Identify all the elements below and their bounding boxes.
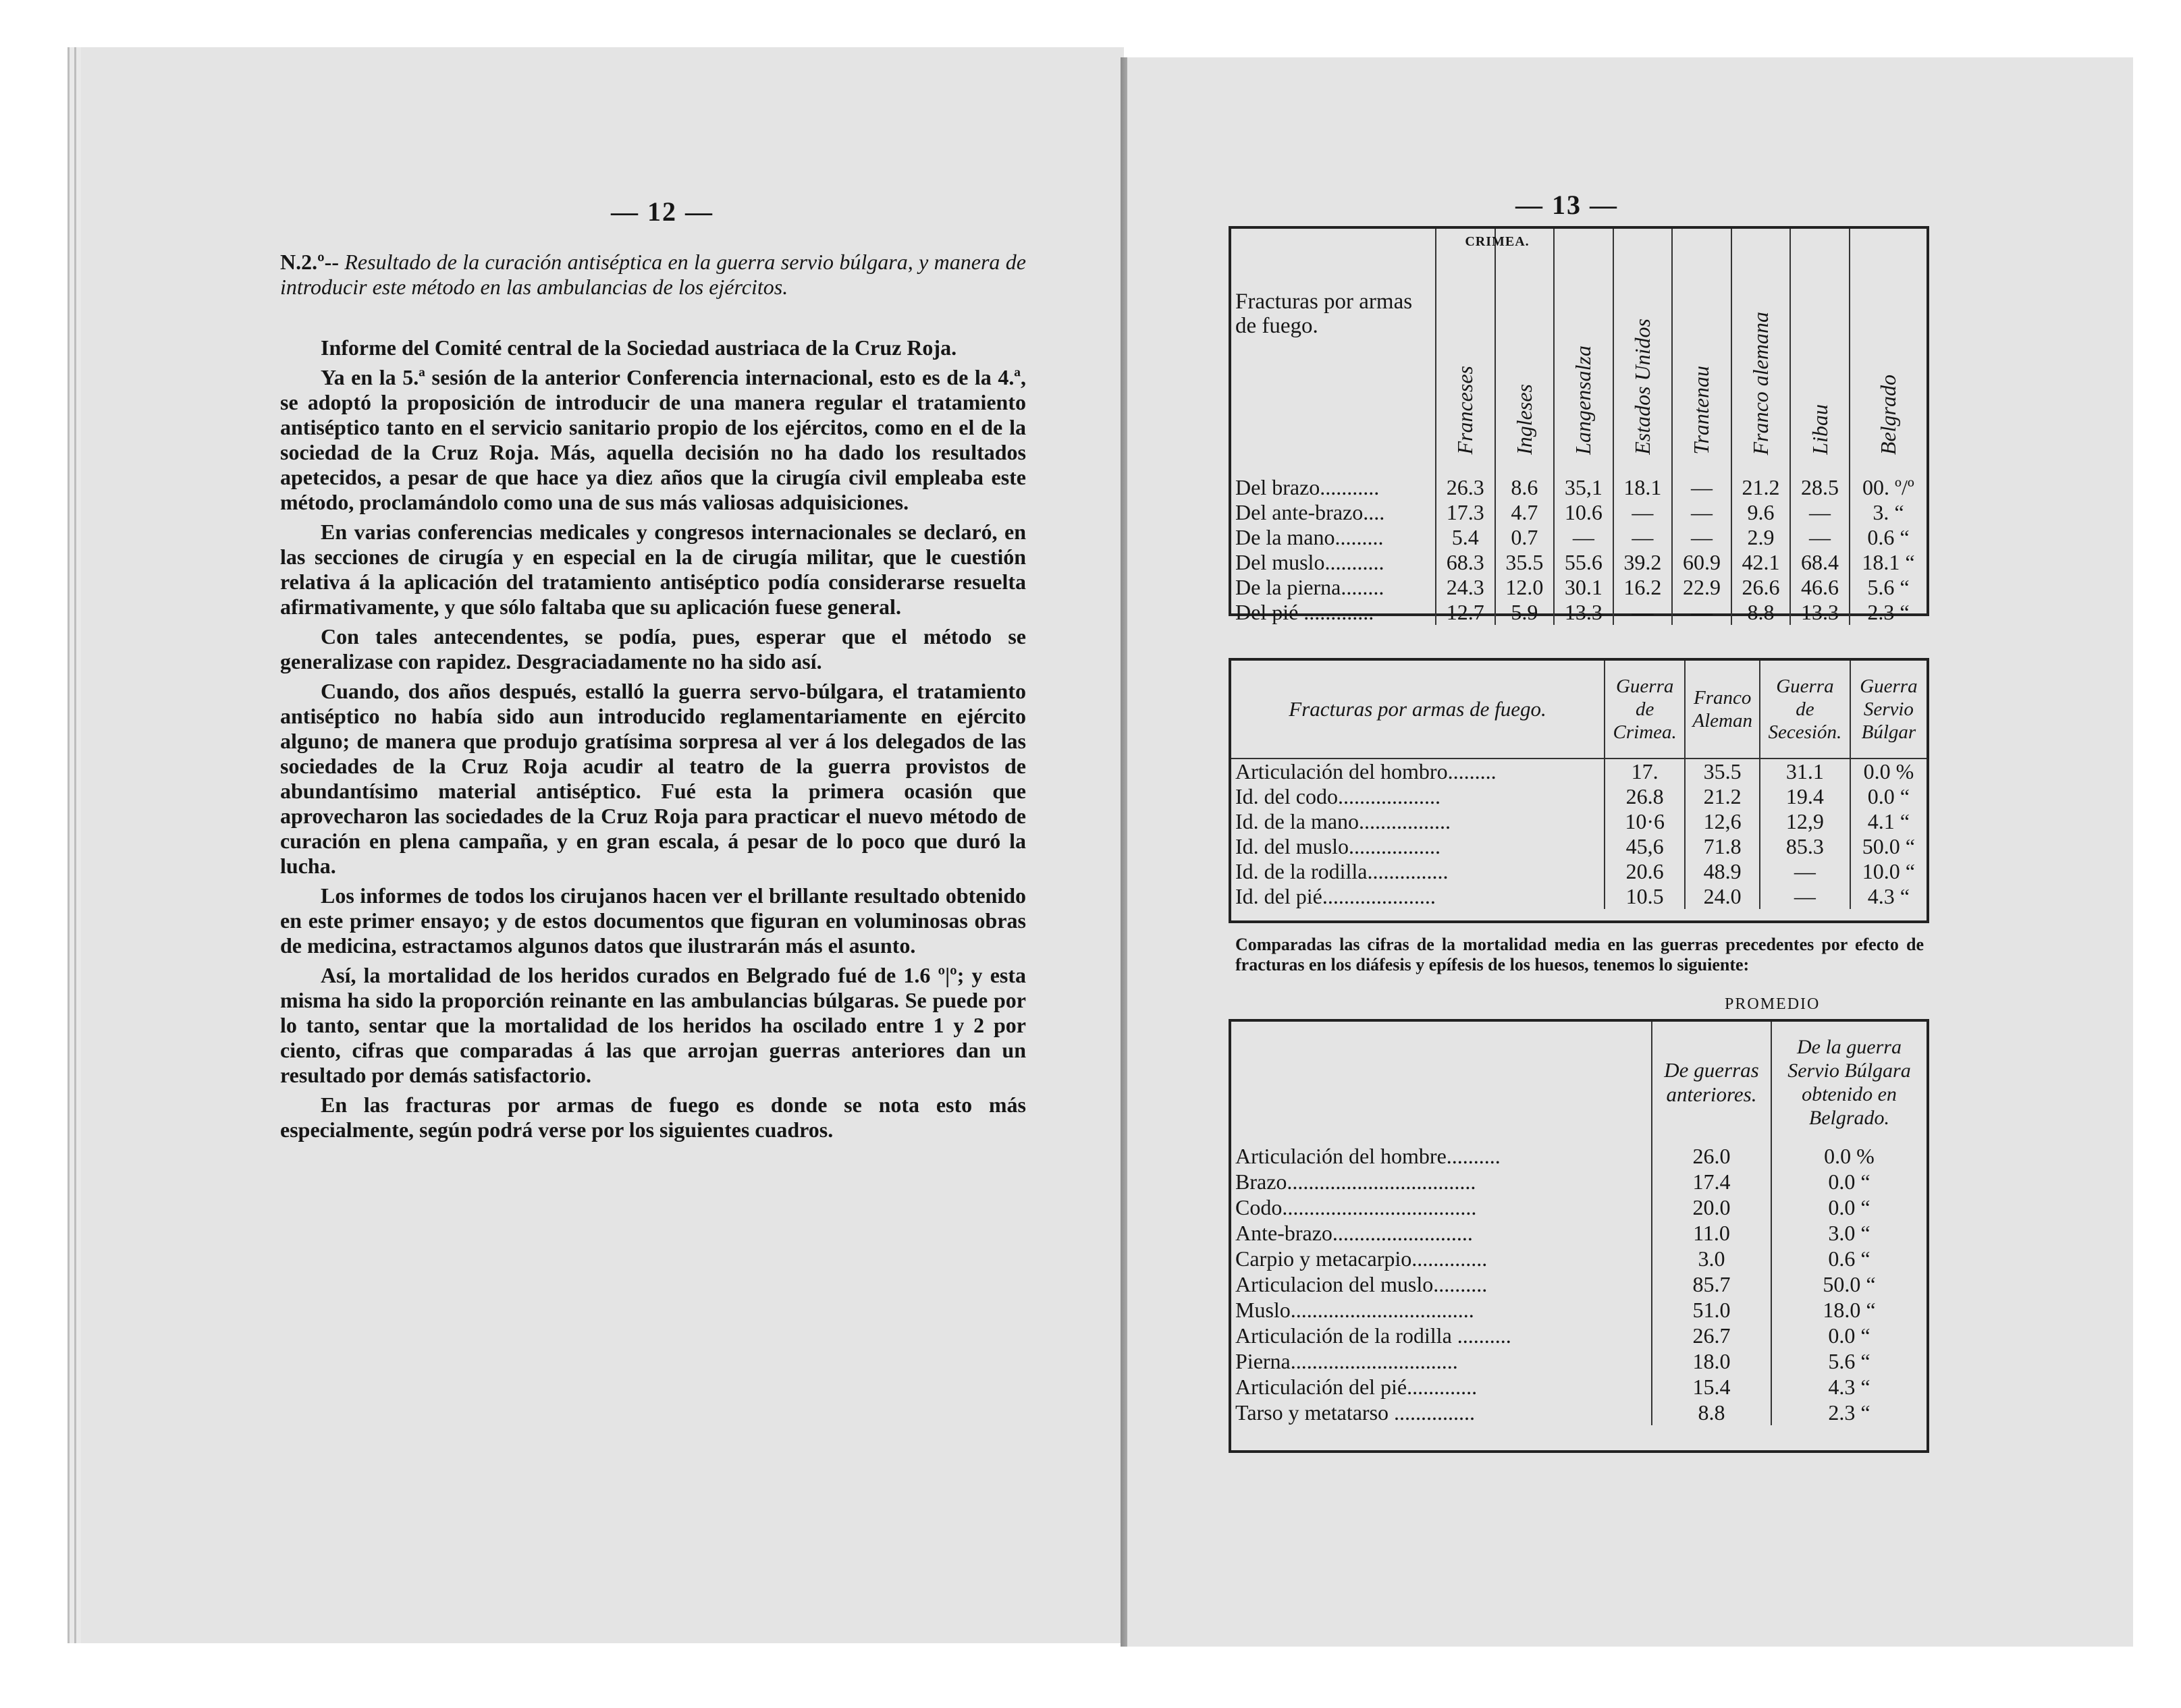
- row-label: Ante-brazo..........................: [1235, 1220, 1473, 1245]
- table-cell: 9.6: [1731, 500, 1791, 525]
- table-cell: 24.3: [1436, 575, 1495, 600]
- heading-text: Resultado de la curación antiséptica en la guerra servio búlgara, y manera de introducir este método en las ambulancias de los ejércitos.: [280, 250, 1027, 299]
- col-header: Franco Aleman: [1685, 661, 1760, 759]
- table-cell: 68.4: [1790, 550, 1850, 575]
- paragraph: Con tales antecendentes, se podía, pues, esperar que el método se generalizase con rapidez. Desgraciadamente no ha sido así.: [280, 624, 1026, 673]
- table-cell: 10.6: [1554, 500, 1613, 525]
- row-label: Muslo..................................: [1235, 1297, 1474, 1322]
- table-cell: 2.3 “: [1850, 600, 1927, 625]
- table-cell: —: [1613, 525, 1673, 550]
- table-cell: —: [1672, 600, 1731, 625]
- table-row: [1231, 550, 1927, 575]
- table-cell: 71.8: [1685, 834, 1760, 859]
- paragraph: Así, la mortalidad de los heridos curados en Belgrado fué de 1.6 º|º; y esta misma ha sido la proporción reinante en las ambulancias búlgaras. Se puede por lo tanto, sentar que la mortalidad de los heridos ha oscilado entre 1 y 2 por ciento, cifras que comparadas á las que arrojan guerras anteriores dan un resultado por demás satisfactorio.: [280, 963, 1026, 1087]
- row-label: Tarso y metatarso ...............: [1235, 1400, 1476, 1425]
- table-cell: 10.5: [1605, 884, 1685, 909]
- table-cell: 5.6 “: [1771, 1348, 1927, 1374]
- row-label: Articulación de la rodilla ..........: [1235, 1323, 1511, 1348]
- table-cell: 26.6: [1731, 575, 1791, 600]
- table-cell: 18.0 “: [1771, 1297, 1927, 1323]
- row-label: Id. de la rodilla...............: [1235, 859, 1449, 883]
- heading-label: N.2.º--: [280, 250, 339, 274]
- col-header: Trantenau: [1672, 229, 1731, 475]
- table-cell: 0.6 “: [1850, 525, 1927, 550]
- left-page-text: [280, 250, 1026, 1147]
- table-cell: 85.3: [1760, 834, 1850, 859]
- table-row: [1231, 1194, 1927, 1220]
- table-cell: 11.0: [1652, 1220, 1771, 1246]
- table-cell: 0.6 “: [1771, 1246, 1927, 1271]
- paragraph: Los informes de todos los cirujanos hacen ver el brillante resultado obtenido en este primer ensayo; y de estos documentos que figuran en voluminosas obras de medicina, estractamos algunos datos que ilustrarán más el asunto.: [280, 883, 1026, 958]
- table-cell: 00. º/º: [1850, 475, 1927, 500]
- table-row: [1231, 500, 1927, 525]
- table-row: [1231, 1169, 1927, 1194]
- row-label: Articulacion del muslo..........: [1235, 1271, 1488, 1296]
- table-cell: 17.4: [1652, 1169, 1771, 1194]
- table-row: [1231, 834, 1927, 859]
- table-cell: 35.5: [1685, 759, 1760, 784]
- table-cell: 0.7: [1495, 525, 1555, 550]
- table-cell: 12,9: [1760, 809, 1850, 834]
- paragraph: En varias conferencias medicales y congresos internacionales se declaró, en las secciones de cirugía y en especial en la de cirugía militar, que le cuestión relativa á la aplicación del tratamiento antiséptico podía considerarse resuelta afirmativamente, y que sólo faltaba que su aplicación fuese general.: [280, 520, 1026, 619]
- table-cell: 85.7: [1652, 1271, 1771, 1297]
- average-mortality-table: [1229, 1019, 1929, 1453]
- row-label: Articulación del pié.............: [1235, 1374, 1478, 1399]
- table-cell: 16.2: [1613, 575, 1673, 600]
- table-cell: 13.3: [1790, 600, 1850, 625]
- table-row: [1231, 1220, 1927, 1246]
- table-cell: 55.6: [1554, 550, 1613, 575]
- table-cell: 5.6 “: [1850, 575, 1927, 600]
- table-cell: 68.3: [1436, 550, 1495, 575]
- table-cell: 51.0: [1652, 1297, 1771, 1323]
- table-cell: 12.0: [1495, 575, 1555, 600]
- table-cell: —: [1613, 500, 1673, 525]
- col-header: Belgrado: [1850, 229, 1927, 475]
- table-caption: Comparadas las cifras de la mortalidad media en las guerras precedentes por efecto de fracturas en los diáfesis y epífesis de los huesos, tenemos lo siguiente:: [1235, 935, 1924, 974]
- table-row: [1231, 475, 1927, 500]
- table1-corner: Fracturas por armas de fuego.: [1235, 290, 1413, 338]
- row-label: Codo....................................: [1235, 1194, 1477, 1219]
- table-cell: 4.1 “: [1850, 809, 1927, 834]
- col-header: Langensalza: [1554, 229, 1613, 475]
- table-cell: 8.8: [1652, 1400, 1771, 1425]
- col-header: Franco alemana: [1731, 229, 1791, 475]
- table-cell: 18.1: [1613, 475, 1673, 500]
- table2-corner: Fracturas por armas de fuego.: [1289, 697, 1546, 721]
- col-header: CRIMEA. Franceses: [1436, 229, 1495, 475]
- table-cell: —: [1613, 600, 1673, 625]
- table3-corner: [1231, 1022, 1652, 1143]
- table-cell: 26.0: [1652, 1143, 1771, 1169]
- table-cell: 24.0: [1685, 884, 1760, 909]
- crimea-group-label: CRIMEA.: [1465, 234, 1530, 249]
- table-cell: 15.4: [1652, 1374, 1771, 1400]
- row-label: Brazo...................................: [1235, 1169, 1476, 1194]
- row-label: Id. del pié.....................: [1235, 884, 1436, 908]
- table-cell: 4.3 “: [1771, 1374, 1927, 1400]
- row-label: Pierna...............................: [1235, 1348, 1458, 1373]
- table-row: [1231, 859, 1927, 884]
- table-cell: —: [1790, 525, 1850, 550]
- table-cell: 0.0 “: [1850, 784, 1927, 809]
- table-cell: 10.0 “: [1850, 859, 1927, 884]
- row-label: Del muslo...........: [1235, 550, 1384, 574]
- table-cell: 17.3: [1436, 500, 1495, 525]
- table-cell: 39.2: [1613, 550, 1673, 575]
- paragraph: Cuando, dos años después, estalló la guerra servo-búlgara, el tratamiento antiséptico no había sido aun introducido reglamentariamente en ejército alguno; de manera que produjo gratísima sorpresa al ver á los delegados de las sociedades de la Cruz Roja acudir al teatro de la guerra provistos de abundantísimo material antiséptico. Fué esta la primera ocasión que aprovecharon las sociedades de la Cruz Roja para practicar el nuevo método de curación en plena campaña, y en gran escala, á pesar de lo poco que duró la lucha.: [280, 679, 1026, 878]
- table-cell: 12.7: [1436, 600, 1495, 625]
- col-header: De guerras anteriores.: [1652, 1022, 1771, 1143]
- table-row: [1231, 1348, 1927, 1374]
- table-cell: 10·6: [1605, 809, 1685, 834]
- table-row: [1231, 784, 1927, 809]
- table-row: [1231, 1374, 1927, 1400]
- row-label: Del ante-brazo....: [1235, 500, 1385, 524]
- table-cell: 60.9: [1672, 550, 1731, 575]
- table-cell: 0.0 %: [1771, 1143, 1927, 1169]
- table-cell: 42.1: [1731, 550, 1791, 575]
- table-cell: 26.7: [1652, 1323, 1771, 1348]
- table-cell: 20.0: [1652, 1194, 1771, 1220]
- col-header: Libau: [1790, 229, 1850, 475]
- table-cell: —: [1760, 884, 1850, 909]
- row-label: Articulación del hombre..........: [1235, 1143, 1501, 1168]
- row-label: Id. de la mano.................: [1235, 809, 1451, 833]
- page-number-left: — 12 —: [611, 196, 713, 227]
- table-cell: 8.6: [1495, 475, 1555, 500]
- row-label: Carpio y metacarpio..............: [1235, 1246, 1488, 1271]
- table-cell: 48.9: [1685, 859, 1760, 884]
- fracture-table-by-war: [1229, 226, 1929, 624]
- table-cell: 4.7: [1495, 500, 1555, 525]
- table-cell: 28.5: [1790, 475, 1850, 500]
- fracture-table-joints: [1229, 658, 1929, 923]
- table-row: [1231, 575, 1927, 600]
- table-cell: 0.0 “: [1771, 1169, 1927, 1194]
- row-label: Del pié .............: [1235, 600, 1374, 624]
- table-row: [1231, 759, 1927, 784]
- row-label: De la mano.........: [1235, 525, 1384, 549]
- paragraph: En las fracturas por armas de fuego es donde se nota esto más especialmente, según podrá verse por los siguientes cuadros.: [280, 1093, 1026, 1142]
- table-cell: 21.2: [1685, 784, 1760, 809]
- table-cell: 22.9: [1672, 575, 1731, 600]
- table-cell: 35,1: [1554, 475, 1613, 500]
- table-cell: 21.2: [1731, 475, 1791, 500]
- table-cell: —: [1672, 525, 1731, 550]
- page-number-right: — 13 —: [1515, 190, 1618, 220]
- section-heading: [280, 250, 1026, 300]
- table-cell: 13.3: [1554, 600, 1613, 625]
- table-row: [1231, 1271, 1927, 1297]
- table-cell: —: [1672, 500, 1731, 525]
- table-cell: 35.5: [1495, 550, 1555, 575]
- table-cell: 2.3 “: [1771, 1400, 1927, 1425]
- table-cell: 31.1: [1760, 759, 1850, 784]
- table-cell: 19.4: [1760, 784, 1850, 809]
- table-cell: 20.6: [1605, 859, 1685, 884]
- row-label: Del brazo...........: [1235, 475, 1380, 499]
- table-cell: 3. “: [1850, 500, 1927, 525]
- col-header: Guerra de Crimea.: [1605, 661, 1685, 759]
- table-cell: —: [1760, 859, 1850, 884]
- table-cell: 50.0 “: [1850, 834, 1927, 859]
- table-cell: 50.0 “: [1771, 1271, 1927, 1297]
- col-header: Estados Unidos: [1613, 229, 1673, 475]
- row-label: Id. del codo...................: [1235, 784, 1440, 808]
- table-cell: 18.1 “: [1850, 550, 1927, 575]
- table-cell: 45,6: [1605, 834, 1685, 859]
- table-row: [1231, 600, 1927, 625]
- col-header: Ingleses: [1495, 229, 1555, 475]
- promedio-label: PROMEDIO: [1725, 995, 1821, 1013]
- row-label: Articulación del hombro.........: [1235, 759, 1497, 783]
- row-label: De la pierna........: [1235, 575, 1384, 599]
- row-label: Id. del muslo.................: [1235, 834, 1440, 858]
- table-cell: 46.6: [1790, 575, 1850, 600]
- table-row: [1231, 884, 1927, 909]
- table-row: [1231, 1246, 1927, 1271]
- table-cell: 4.3 “: [1850, 884, 1927, 909]
- table-cell: 8.8: [1731, 600, 1791, 625]
- table-cell: 0.0 “: [1771, 1323, 1927, 1348]
- table-cell: —: [1672, 475, 1731, 500]
- table-cell: 26.8: [1605, 784, 1685, 809]
- table-cell: 17.: [1605, 759, 1685, 784]
- col-header: Guerra de Secesión.: [1760, 661, 1850, 759]
- table-cell: 3.0 “: [1771, 1220, 1927, 1246]
- table-cell: 2.9: [1731, 525, 1791, 550]
- paragraph: Informe del Comité central de la Sociedad austriaca de la Cruz Roja.: [321, 335, 957, 360]
- table-row: [1231, 1297, 1927, 1323]
- table-row: [1231, 1323, 1927, 1348]
- col-header: Guerra Servio Búlgar: [1850, 661, 1927, 759]
- table-row: [1231, 525, 1927, 550]
- table-cell: 5.4: [1436, 525, 1495, 550]
- table-cell: 3.0: [1652, 1246, 1771, 1271]
- table-cell: 30.1: [1554, 575, 1613, 600]
- table-cell: 0.0 “: [1771, 1194, 1927, 1220]
- table-cell: —: [1554, 525, 1613, 550]
- table-cell: 12,6: [1685, 809, 1760, 834]
- table-cell: 0.0 %: [1850, 759, 1927, 784]
- col-header: De la guerra Servio Búlgara obtenido en Belgrado.: [1771, 1022, 1927, 1143]
- table-cell: 18.0: [1652, 1348, 1771, 1374]
- table-cell: 5.9: [1495, 600, 1555, 625]
- table-row: [1231, 1143, 1927, 1169]
- table-row: [1231, 809, 1927, 834]
- table-cell: —: [1790, 500, 1850, 525]
- table-cell: 26.3: [1436, 475, 1495, 500]
- table-row: [1231, 1400, 1927, 1425]
- paragraph: Ya en la 5.ª sesión de la anterior Conferencia internacional, esto es de la 4.ª, se adoptó la proposición de introducir de una manera regular el tratamiento antiséptico tanto en el servicio sanitario propio de los ejércitos, como en el de la sociedad de la Cruz Roja. Más, aquella decisión no ha dado los resultados apetecidos, a pesar de que hace ya diez años que la cirugía civil empleaba este método, proclamándolo como una de sus más valiosas adquisiciones.: [280, 365, 1026, 514]
